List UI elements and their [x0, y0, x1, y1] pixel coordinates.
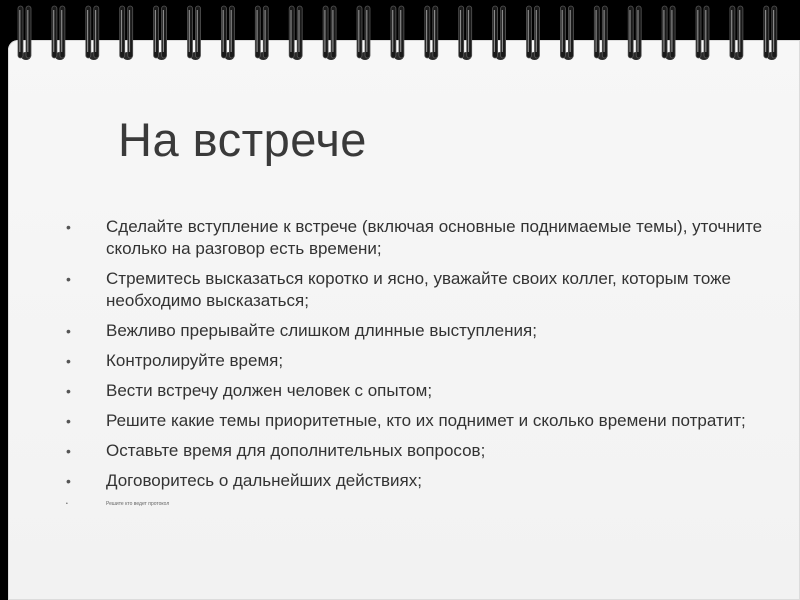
spiral-ring-icon — [527, 6, 540, 60]
list-item — [66, 350, 766, 372]
list-item — [66, 470, 766, 492]
list-item-text: Сделайте вступление к встрече (включая основные поднимаемые темы), уточните сколько на разговор есть времени; — [106, 217, 763, 258]
bullet-dot-icon: • — [66, 413, 71, 429]
list-item-text: Оставьте время для дополнительных вопросов; — [106, 441, 486, 460]
list-item — [66, 380, 766, 402]
spiral-ring-icon — [662, 6, 675, 60]
spiral-ring-icon — [357, 6, 370, 60]
list-item-text: Стремитесь высказаться коротко и ясно, уважайте своих коллег, которым тоже необходимо высказаться; — [106, 269, 731, 310]
spiral-ring-icon — [221, 6, 234, 60]
spiral-ring-icon — [391, 6, 404, 60]
bullet-dot-icon: • — [66, 501, 68, 507]
spiral-ring-icon — [18, 6, 31, 60]
list-item — [66, 268, 766, 312]
bullet-dot-icon: • — [66, 323, 71, 339]
list-item-text: Договоритесь о дальнейших действиях; — [106, 471, 422, 490]
list-item-text: Вежливо прерывайте слишком длинные выступления; — [106, 321, 537, 340]
spiral-ring-icon — [628, 6, 641, 60]
spiral-ring-icon — [289, 6, 302, 60]
spiral-ring-icon — [425, 6, 438, 60]
bullet-dot-icon: • — [66, 383, 71, 399]
spiral-ring-icon — [52, 6, 65, 60]
footnote-text: Решите кто ведет протокол — [106, 501, 170, 507]
bullet-dot-icon: • — [66, 473, 71, 489]
spiral-ring-icon — [188, 6, 201, 60]
spiral-ring-icon — [730, 6, 743, 60]
bullet-dot-icon: • — [66, 353, 71, 369]
list-item-text: Контролируйте время; — [106, 351, 284, 370]
spiral-ring-icon — [255, 6, 268, 60]
spiral-ring-icon — [86, 6, 99, 60]
bullet-dot-icon: • — [66, 271, 71, 287]
spiral-ring-icon — [764, 6, 777, 60]
spiral-binding — [0, 0, 800, 70]
spiral-ring-icon — [323, 6, 336, 60]
list-item-text: Решите какие темы приоритетные, кто их поднимет и сколько времени потратит; — [106, 411, 746, 430]
list-item — [66, 320, 766, 342]
list-item — [66, 216, 766, 260]
spiral-ring-icon — [154, 6, 167, 60]
bullet-list — [66, 216, 766, 516]
spiral-ring-icon — [594, 6, 607, 60]
slide-title: На встрече — [118, 113, 367, 166]
spiral-ring-icon — [459, 6, 472, 60]
spiral-ring-icon — [696, 6, 709, 60]
list-item-text: Вести встречу должен человек с опытом; — [106, 381, 433, 400]
spiral-ring-icon — [120, 6, 133, 60]
footnote-item — [66, 500, 766, 508]
list-item — [66, 410, 766, 432]
spiral-ring-icon — [493, 6, 506, 60]
bullet-dot-icon: • — [66, 443, 71, 459]
bullet-dot-icon: • — [66, 219, 71, 235]
spiral-ring-icon — [560, 6, 573, 60]
list-item — [66, 440, 766, 462]
